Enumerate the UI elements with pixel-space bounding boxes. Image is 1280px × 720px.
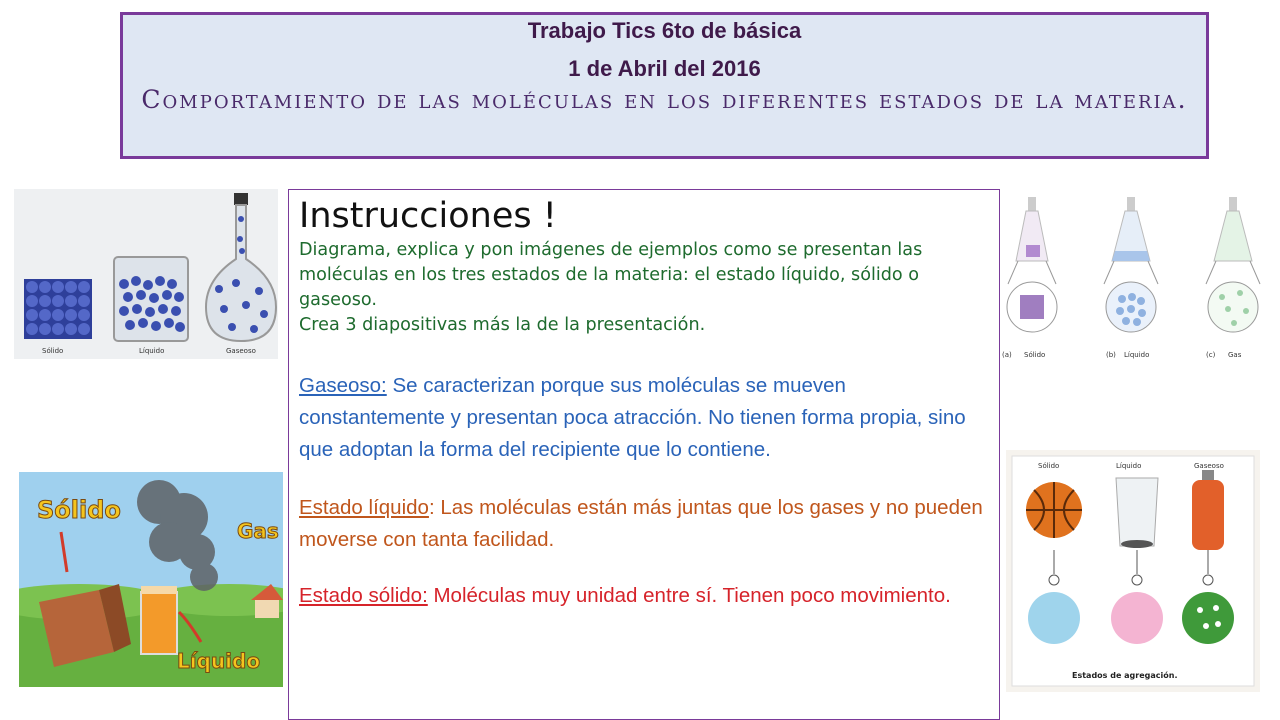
instructions-box xyxy=(288,189,1000,720)
gas-text: Se caracterizan porque sus moléculas se mueven constantemente y presentan poca atracción. No tienen forma propia, sino que adoptan la forma del recipiente que lo contiene. xyxy=(299,374,966,461)
solid-text: Moléculas muy unidad entre sí. Tienen poco movimiento. xyxy=(427,584,951,607)
cartoon-label-liquid: Líquido xyxy=(177,649,261,673)
title-banner xyxy=(120,12,1209,159)
label-liquid: Líquido xyxy=(139,347,165,355)
gas-section xyxy=(299,370,989,466)
instructions-title: Instrucciones ! xyxy=(299,196,557,236)
flasks-molecules-image xyxy=(1000,189,1266,364)
molecule-circles xyxy=(1028,592,1234,644)
glass xyxy=(1116,478,1158,548)
liquid-label: Estado líquido xyxy=(299,496,429,519)
molecules-states-image xyxy=(14,189,278,359)
solid-section xyxy=(299,580,989,612)
label-solid-2: Sólido xyxy=(1024,351,1046,359)
cartoon-label-gas: Gas xyxy=(237,519,279,543)
label-liquid-2: Líquido xyxy=(1124,351,1150,359)
liquid-text: Las moléculas están más juntas que los gases y no pueden moverse con tanta facilidad. xyxy=(299,496,983,551)
cartoon-states-image xyxy=(19,472,283,687)
label-gas-2: Gas xyxy=(1228,351,1242,359)
gas-cylinder xyxy=(1192,470,1224,550)
liquid-beaker xyxy=(114,257,188,341)
liquid-section xyxy=(299,492,989,556)
label-solid-3: Sólido xyxy=(1038,462,1060,470)
course-label: Trabajo Tics 6to de básica xyxy=(527,18,802,43)
instructions-task: Crea 3 diapositivas más la de la presentación. xyxy=(299,315,706,335)
label-solid: Sólido xyxy=(42,347,64,355)
liquid-colon: : xyxy=(428,496,435,519)
label-a: (a) xyxy=(1002,351,1012,359)
page-title: Comportamiento de las moléculas en los diferentes estados de la materia. xyxy=(141,85,1188,114)
instructions-body: Diagrama, explica y pon imágenes de ejemplos como se presentan las moléculas en los tres estados de la materia: el estado líquido, sólido o gaseoso. xyxy=(299,240,923,310)
solid-label: Estado sólido: xyxy=(299,584,428,607)
gas-label: Gaseoso: xyxy=(299,374,387,397)
label-gas: Gaseoso xyxy=(226,347,256,355)
glass-of-juice xyxy=(141,586,177,654)
date-label: 1 de Abril del 2016 xyxy=(568,56,761,81)
aggregation-states-image xyxy=(1006,450,1260,692)
aggregation-caption: Estados de agregación. xyxy=(1072,671,1178,680)
label-c: (c) xyxy=(1206,351,1216,359)
basketball xyxy=(1026,482,1082,538)
label-gas-3: Gaseoso xyxy=(1194,462,1224,470)
cartoon-label-solid: Sólido xyxy=(37,496,121,524)
label-liquid-3: Líquido xyxy=(1116,462,1142,470)
label-b: (b) xyxy=(1106,351,1116,359)
solid-cube xyxy=(24,279,92,339)
